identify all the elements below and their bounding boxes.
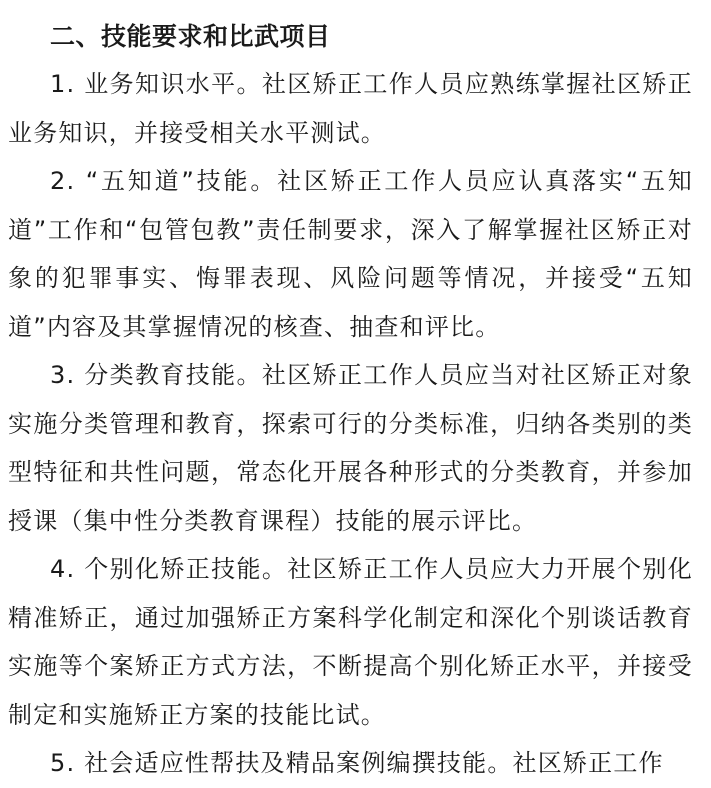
paragraph-item-3: 3. 分类教育技能。社区矫正工作人员应当对社区矫正对象实施分类管理和教育，探索可行的分类标准，归纳各类别的类型特征和共性问题，常态化开展各种形式的分类教育，并参加授课（集中性分类教育课程）技能的展示评比。	[8, 361, 693, 535]
paragraph-item-5: 5. 社会适应性帮扶及精品案例编撰技能。社区矫正工作	[50, 749, 664, 777]
paragraph-item-1: 1. 业务知识水平。社区矫正工作人员应熟练掌握社区矫正业务知识，并接受相关水平测试。	[8, 70, 693, 147]
paragraph-item-2: 2. “五知道”技能。社区矫正工作人员应认真落实“五知道”工作和“包管包教”责任制要求，深入了解掌握社区矫正对象的犯罪事实、悔罪表现、风险问题等情况，并接受“五知道”内容及其掌握情况的核查、抽查和评比。	[8, 167, 693, 341]
section-heading: 二、技能要求和比武项目	[50, 22, 331, 51]
paragraph-item-4: 4. 个别化矫正技能。社区矫正工作人员应大力开展个别化精准矫正，通过加强矫正方案科学化制定和深化个别谈话教育实施等个案矫正方式方法，不断提高个别化矫正水平，并接受制定和实施矫正方案的技能比试。	[8, 555, 693, 729]
